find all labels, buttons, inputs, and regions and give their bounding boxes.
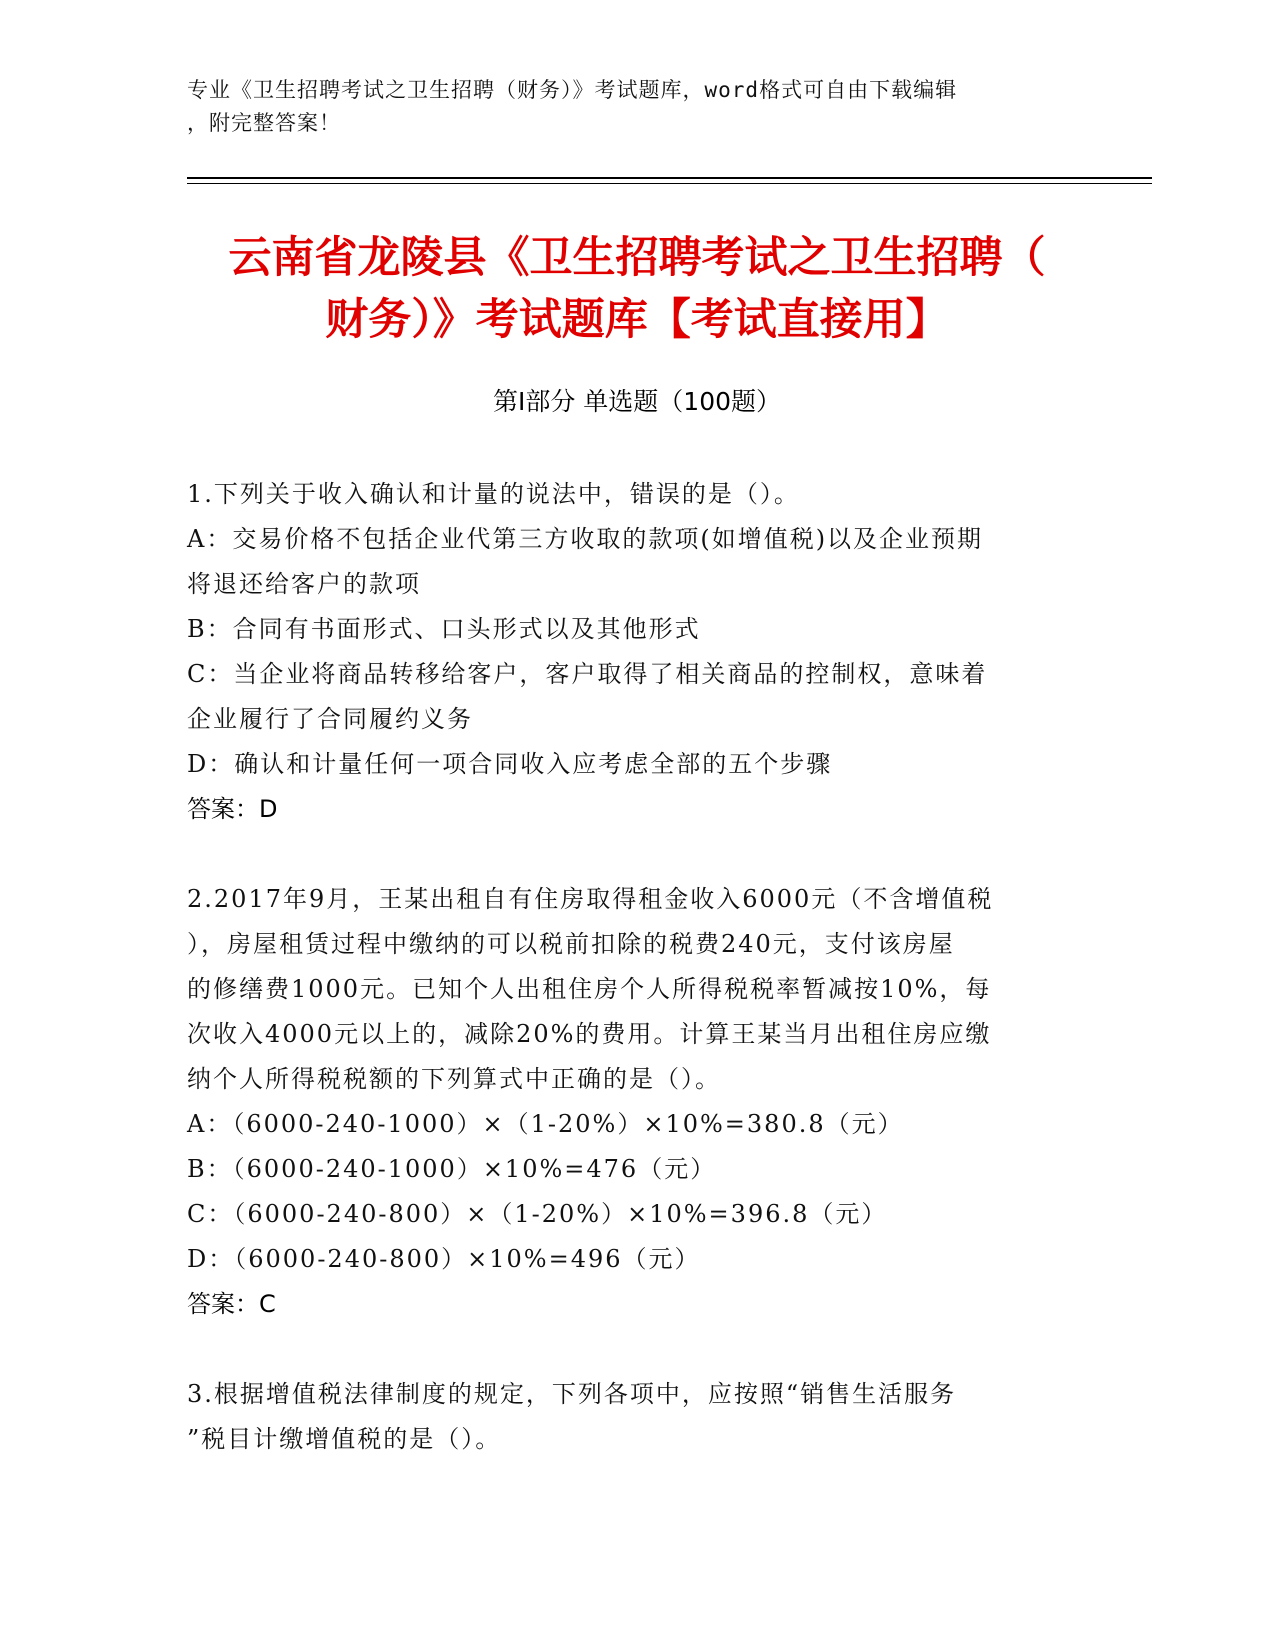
header-divider-thick xyxy=(187,177,1152,179)
question-stem-line: 的修缮费1000元。已知个人出租住房个人所得税税率暂减按10%，每 xyxy=(187,975,992,1003)
answer-label: 答案：D xyxy=(187,795,278,823)
option-d: D：（6000-240-800）×10%=496（元） xyxy=(187,1245,701,1273)
option-a: A：交易价格不包括企业代第三方收取的款项(如增值税)以及企业预期 xyxy=(187,525,984,553)
option-d: D：确认和计量任何一项合同收入应考虑全部的五个步骤 xyxy=(187,750,833,778)
question-list xyxy=(187,472,1087,1507)
header-note-line-1: 专业《卫生招聘考试之卫生招聘（财务）》考试题库，word格式可自由下载编辑 xyxy=(187,78,958,102)
question-1 xyxy=(187,472,1087,832)
question-3 xyxy=(187,1372,1087,1462)
answer-label: 答案：C xyxy=(187,1290,276,1318)
section-title: 第Ⅰ部分 单选题（100题） xyxy=(492,387,782,416)
question-stem-line: ”税目计缴增值税的是（）。 xyxy=(187,1425,502,1453)
option-c-continued: 企业履行了合同履约义务 xyxy=(187,705,473,733)
document-title-line-2: 财务）》考试题库【考试直接用】 xyxy=(325,295,949,345)
question-stem-line: 1.下列关于收入确认和计量的说法中，错误的是（）。 xyxy=(187,480,800,508)
question-stem-line: ），房屋租赁过程中缴纳的可以税前扣除的税费240元，支付该房屋 xyxy=(187,930,955,958)
question-stem-line: 次收入4000元以上的，减除20%的费用。计算王某当月出租住房应缴 xyxy=(187,1020,992,1048)
header-note xyxy=(187,74,1067,140)
option-b: B：（6000-240-1000）×10%=476（元） xyxy=(187,1155,717,1183)
question-2 xyxy=(187,877,1087,1327)
header-note-line-2: ，附完整答案！ xyxy=(187,111,341,135)
option-c: C：（6000-240-800）×（1-20%）×10%=396.8（元） xyxy=(187,1200,888,1228)
document-title xyxy=(187,227,1087,351)
document-title-line-1: 云南省龙陵县《卫生招聘考试之卫生招聘（ xyxy=(228,233,1046,283)
option-c: C：当企业将商品转移给客户，客户取得了相关商品的控制权，意味着 xyxy=(187,660,988,688)
question-stem-line: 纳个人所得税税额的下列算式中正确的是（）。 xyxy=(187,1065,721,1093)
option-b: B：合同有书面形式、口头形式以及其他形式 xyxy=(187,615,701,643)
header-divider-thin xyxy=(187,183,1152,184)
option-a: A：（6000-240-1000）×（1-20%）×10%=380.8（元） xyxy=(187,1110,904,1138)
option-a-continued: 将退还给客户的款项 xyxy=(187,570,421,598)
question-stem-line: 3.根据增值税法律制度的规定，下列各项中，应按照“销售生活服务 xyxy=(187,1380,957,1408)
question-stem-line: 2.2017年9月，王某出租自有住房取得租金收入6000元（不含增值税 xyxy=(187,885,994,913)
